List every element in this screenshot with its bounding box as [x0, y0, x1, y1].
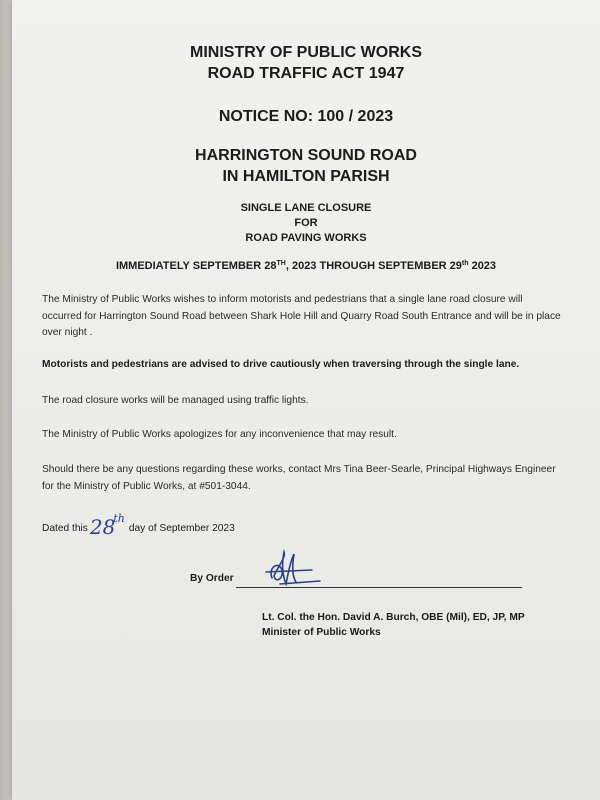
act-heading: ROAD TRAFFIC ACT 1947 — [207, 65, 405, 82]
paragraph-intro: The Ministry of Public Works wishes to inform motorists and pedestrians that a single lane road closure will occurred for Harrington Sound Road between Shark Hole Hill and Quarry Road South Entrance and will be in place over night . — [42, 294, 561, 338]
road-name: HARRINGTON SOUND ROAD — [195, 147, 417, 164]
signature-mark — [260, 548, 330, 593]
minister-title: Minister of Public Works — [262, 627, 381, 638]
notice-document — [12, 0, 600, 800]
dated-suffix: day of September 2023 — [128, 523, 235, 534]
paragraph-apology: The Ministry of Public Works apologizes for any inconvenience that may result. — [42, 429, 397, 440]
closure-type: SINGLE LANE CLOSURE — [240, 202, 372, 214]
handwritten-day: 28th — [89, 512, 125, 539]
dates-sup2: th — [461, 260, 469, 267]
works-type: ROAD PAVING WORKS — [245, 232, 367, 244]
dates-part3: 2023 — [468, 260, 497, 272]
minister-name: Lt. Col. the Hon. David A. Burch, OBE (Mil), ED, JP, MP — [262, 612, 525, 623]
dates-part1: IMMEDIATELY SEPTEMBER 28 — [115, 260, 277, 272]
paragraph-traffic-lights: The road closure works will be managed using traffic lights. — [42, 395, 309, 406]
ministry-heading: MINISTRY OF PUBLIC WORKS — [190, 44, 422, 61]
paragraph-caution: Motorists and pedestrians are advised to drive cautiously when traversing through the single lane. — [42, 359, 520, 370]
parish-name: IN HAMILTON PARISH — [222, 168, 390, 185]
closure-dates — [12, 260, 600, 272]
paragraph-contact: Should there be any questions regarding these works, contact Mrs Tina Beer-Searle, Principal Highways Engineer for the Ministry of Public Works, at #501-3044. — [42, 464, 556, 492]
dated-line — [42, 512, 235, 539]
minister-block — [262, 610, 525, 640]
dates-part2: , 2023 THROUGH SEPTEMBER 29 — [285, 260, 462, 272]
closure-for: FOR — [294, 217, 318, 229]
dates-sup1: TH — [276, 260, 286, 267]
dated-prefix: Dated this — [42, 523, 88, 534]
notice-number: NOTICE NO: 100 / 2023 — [218, 108, 394, 125]
by-order-label: By Order — [190, 573, 234, 584]
